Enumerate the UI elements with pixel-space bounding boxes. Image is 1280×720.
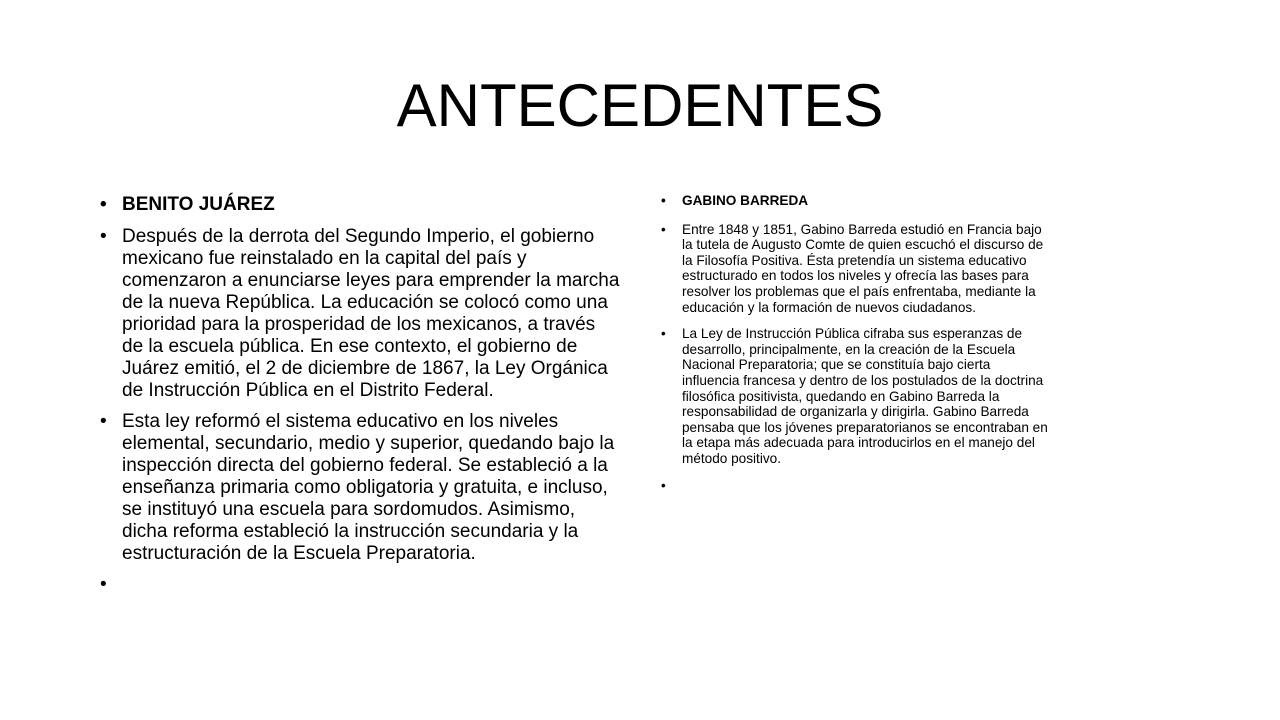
right-column-empty-bullet xyxy=(661,478,1051,494)
right-column-heading: • GABINO BARREDA xyxy=(661,193,1051,209)
left-column-list xyxy=(100,194,620,605)
left-column-empty-bullet xyxy=(100,574,620,596)
left-column-paragraph-2: • Esta ley reformó el sistema educativo en los niveles elemental, secundario, medio y superior, quedando bajo la inspección directa del gobierno federal. Se estableció a la enseñanza primaria como obligatoria y gratuita, e incluso, se instituyó una escuela para sordomudos. Asimismo, dicha reforma estableció la instrucción secundaria y la estructuración de la Escuela Preparatoria. xyxy=(100,411,620,565)
right-column-list xyxy=(661,193,1051,505)
right-column-paragraph-1: • Entre 1848 y 1851, Gabino Barreda estudió en Francia bajo la tutela de Augusto Comte de quien escuchó el discurso de la Filosofía Positiva. Ésta pretendía un sistema educativo estructurado en todos los niveles y ofrecía las bases para resolver los problemas que el país enfrentaba, mediante la educación y la formación de nuevos ciudadanos. xyxy=(661,222,1051,316)
right-column-paragraph-2: • La Ley de Instrucción Pública cifraba sus esperanzas de desarrollo, principalmente, en la creación de la Escuela Nacional Preparatoria; que se constituía bajo cierta influencia francesa y dentro de los postulados de la doctrina filosófica positivista, quedando en Gabino Barreda la responsabilidad de organizarla y dirigirla. Gabino Barreda pensaba que los jóvenes preparatorianos se encontraban en la etapa más adecuada para introducirlos en el manejo del método positivo. xyxy=(661,326,1051,466)
left-column-paragraph-1: • Después de la derrota del Segundo Imperio, el gobierno mexicano fue reinstalado en la capital del país y comenzaron a enunciarse leyes para emprender la marcha de la nueva República. La educación se colocó como una prioridad para la prosperidad de los mexicanos, a través de la escuela pública. En ese contexto, el gobierno de Juárez emitió, el 2 de diciembre de 1867, la Ley Orgánica de Instrucción Pública en el Distrito Federal. xyxy=(100,226,620,402)
left-column-heading: • BENITO JUÁREZ xyxy=(100,194,620,216)
slide-title: ANTECEDENTES xyxy=(396,72,884,139)
